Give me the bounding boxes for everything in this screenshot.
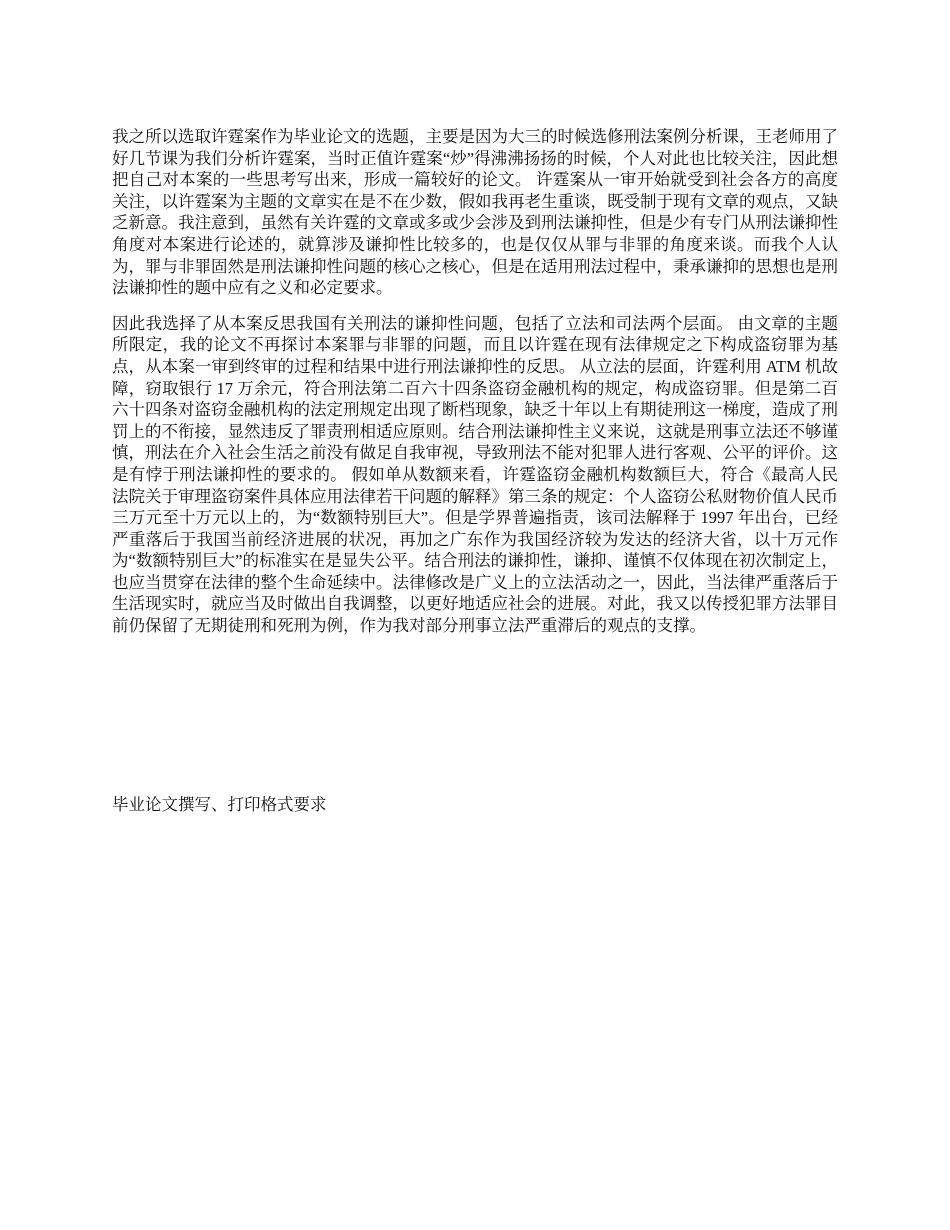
section-heading: 毕业论文撰写、打印格式要求 xyxy=(112,795,327,814)
paragraph-1: 我之所以选取许霆案作为毕业论文的选题，主要是因为大三的时候选修刑法案例分析课，王老师用了好几节课为我们分析许霆案，当时正值许霆案“炒”得沸沸扬扬的时候，个人对此也比较关注，因此想把自己对本案的一些思考写出来，形成一篇较好的论文。 许霆案从一审开始就受到社会各方的高度关注，以许霆案为主题的文章实在是不在少数，假如我再老生重谈，既受制于现有文章的观点，又缺乏新意。我注意到，虽然有关许霆的文章或多或少会涉及到刑法谦抑性，但是少有专门从刑法谦抑性角度对本案进行论述的，就算涉及谦抑性比较多的，也是仅仅从罪与非罪的角度来谈。而我个人认为，罪与非罪固然是刑法谦抑性问题的核心之核心，但是在适用刑法过程中，秉承谦抑的思想也是刑法谦抑性的题中应有之义和必定要求。 xyxy=(112,127,838,298)
body-text xyxy=(112,126,838,637)
paragraph-2: 因此我选择了从本案反思我国有关刑法的谦抑性问题，包括了立法和司法两个层面。 由文章的主题所限定，我的论文不再探讨本案罪与非罪的问题，而且以许霆在现有法律规定之下构成盗窃罪为基点，从本案一审到终审的过程和结果中进行刑法谦抑性的反思。 从立法的层面，许霆利用 ATM 机故障，窃取银行 17 万余元，符合刑法第二百六十四条盗窃金融机构的规定，构成盗窃罪。但是第二百六十四条对盗窃金融机构的法定刑规定出现了断档现象，缺乏十年以上有期徒刑这一梯度，造成了刑罚上的不衔接，显然违反了罪责刑相适应原则。结合刑法谦抑性主义来说，这就是刑事立法还不够谨慎，刑法在介入社会生活之前没有做足自我审视，导致刑法不能对犯罪人进行客观、公平的评价。这是有悖于刑法谦抑性的要求的。 假如单从数额来看，许霆盗窃金融机构数额巨大，符合《最高人民法院关于审理盗窃案件具体应用法律若干问题的解释》第三条的规定：个人盗窃公私财物价值人民币三万元至十万元以上的，为“数额特别巨大”。但是学界普遍指责，该司法解释于 1997 年出台，已经严重落后于我国当前经济进展的状况，再加之广东作为我国经济较为发达的经济大省，以十万元作为“数额特别巨大”的标准实在是显失公平。结合刑法的谦抑性，谦抑、谨慎不仅体现在初次制定上，也应当贯穿在法律的整个生命延续中。法律修改是广义上的立法活动之一，因此，当法律严重落后于生活现实时，就应当及时做出自我调整，以更好地适应社会的进展。对此，我又以传授犯罪方法罪目前仍保留了无期徒刑和死刑为例，作为我对部分刑事立法严重滞后的观点的支撑。 xyxy=(112,313,838,636)
